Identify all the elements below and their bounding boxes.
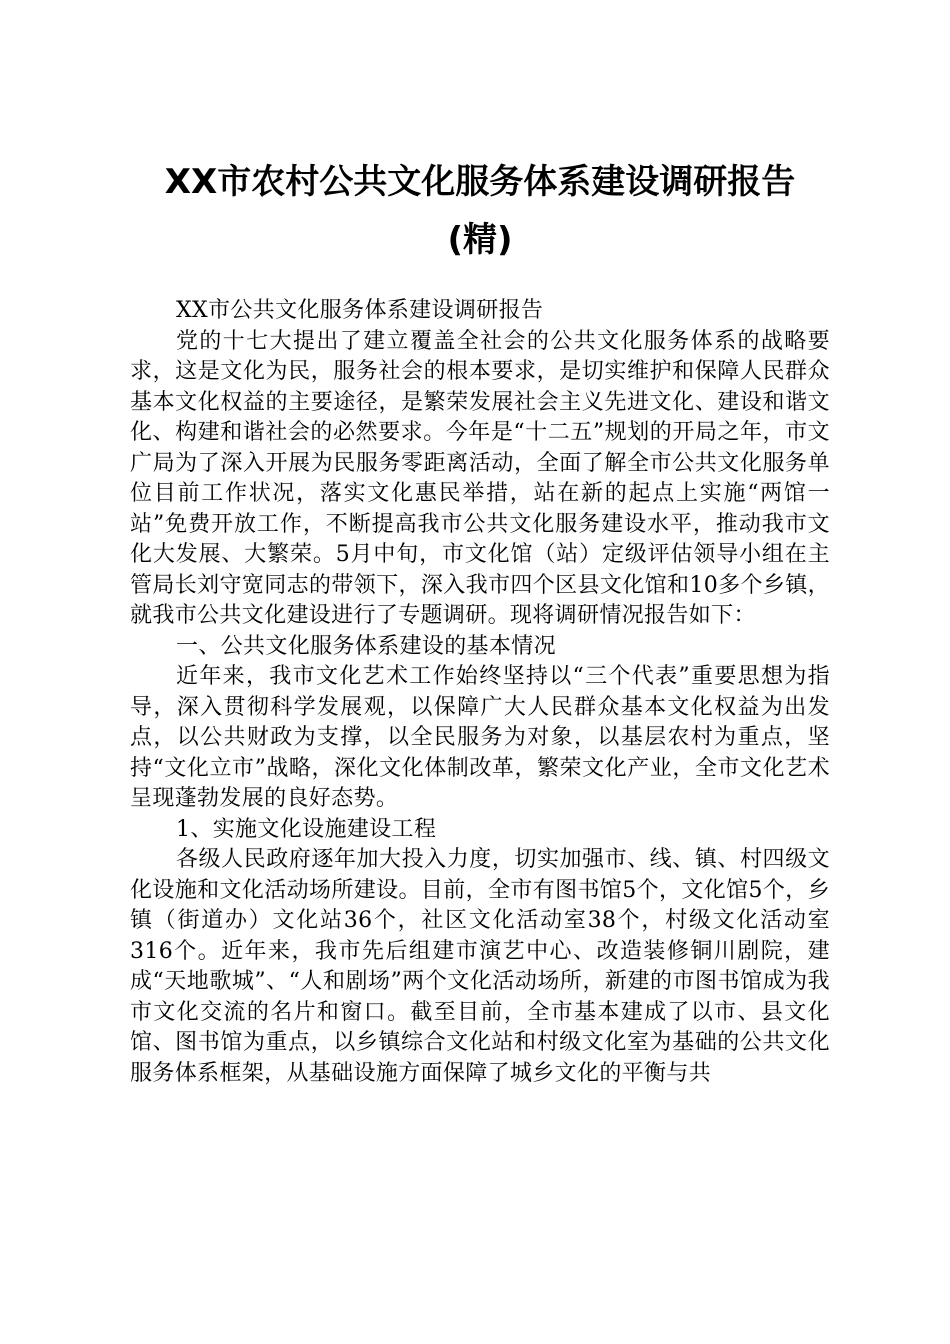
document-title-suffix: (精) [447,220,513,260]
document-body [130,296,830,1089]
subsection-heading: 1、实施文化设施建设工程 [176,816,437,842]
body-paragraph: 党的十七大提出了建立覆盖全社会的公共文化服务体系的战略要求，这是文化为民，服务社会的根本要求，是切实维护和保障人民群众基本文化权益的主要途径，是繁荣发展社会主义先进文化、建设和谐文化、构建和谐社会的必然要求。今年是“十二五”规划的开局之年，市文广局为了深入开展为民服务零距离活动，全面了解全市公共文化服务单位目前工作状况，落实文化惠民举措，站在新的起点上实施“两馆一站”免费开放工作，不断提高我市公共文化服务建设水平，推动我市文化大发展、大繁荣。5月中旬，市文化馆（站）定级评估领导小组在主管局长刘守宽同志的带领下，深入我市四个区县文化馆和10多个乡镇，就我市公共文化建设进行了专题调研。现将调研情况报告如下： [130,328,830,628]
report-subtitle: XX市公共文化服务体系建设调研报告 [176,298,544,323]
body-paragraph: 近年来，我市文化艺术工作始终坚持以“三个代表”重要思想为指导，深入贯彻科学发展观，以保障广大人民群众基本文化权益为出发点，以公共财政为支撑，以全民服务为对象，以基层农村为重点，坚持“文化立市”战略，深化文化体制改革，繁荣文化产业，全市文化艺术呈现蓬勃发展的良好态势。 [130,664,830,811]
body-paragraph: 各级人民政府逐年加大投入力度，切实加强市、线、镇、村四级文化设施和文化活动场所建设。目前，全市有图书馆5个，文化馆5个，乡镇（街道办）文化站36个，社区文化活动室38个，村级文化活动室316个。近年来，我市先后组建市演艺中心、改造装修铜川剧院，建成“天地歌城”、“人和剧场”两个文化活动场所，新建的市图书馆成为我市文化交流的名片和窗口。截至目前，全市基本建成了以市、县文化馆、图书馆为重点，以乡镇综合文化站和村级文化室为基础的公共文化服务体系框架，从基础设施方面保障了城乡文化的平衡与共 [130,847,830,1086]
section-heading: 一、公共文化服务体系建设的基本情况 [176,633,556,659]
document-title: XX市农村公共文化服务体系建设调研报告 [164,162,796,202]
